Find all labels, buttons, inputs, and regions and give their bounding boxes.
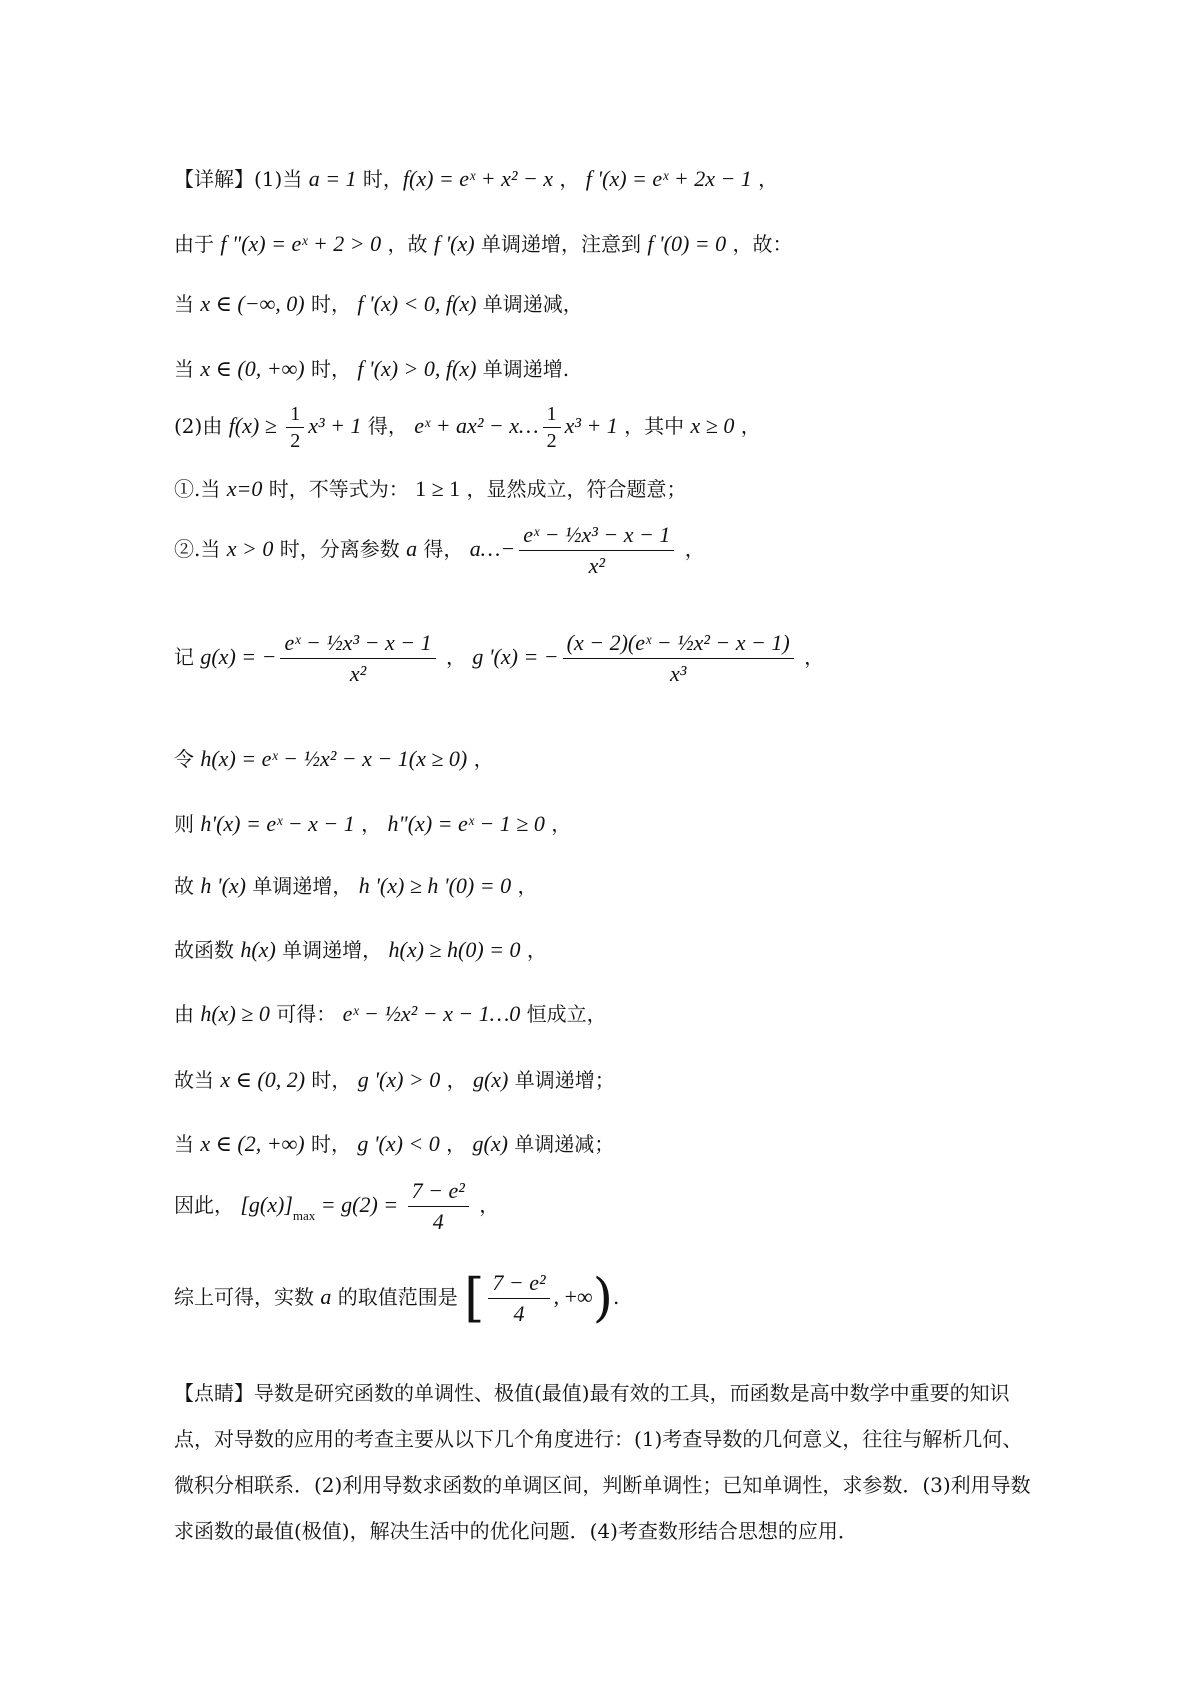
numerator: 7 − e² [408,1178,469,1207]
math: x ∈ (0, +∞) [200,356,305,381]
math: a [406,536,418,561]
solution-line-17 [174,1270,619,1327]
text: . [612,1285,620,1309]
math: x ≥ 0 [690,413,735,438]
math: f '(x) [433,231,475,256]
math: [g(x)] [240,1192,293,1217]
left-bracket: [ [464,1268,485,1329]
solution-line-10 [174,810,571,838]
denominator: x² [588,553,605,578]
math: g '(x) < 0 [357,1131,440,1156]
math: 1 ≥ 1 [415,476,461,501]
math: h"(x) = eˣ − 1 ≥ 0 [387,811,545,836]
math: x ∈ (0, 2) [220,1067,306,1092]
text: 时， [356,167,403,191]
fraction [408,1178,469,1235]
text: 当 [174,1132,201,1156]
solution-line-1 [174,165,778,193]
text: ， [472,1193,500,1217]
math: , +∞ [553,1284,593,1309]
solution-line-15 [174,1130,614,1158]
solution-line-9 [174,745,494,773]
math: eˣ + ax² − x… [414,413,539,438]
text: 时， [304,1132,358,1156]
math: x > 0 [226,536,274,561]
numerator: eˣ − ½x³ − x − 1 [519,522,674,551]
math: g(x) = − [200,644,277,669]
text: 时，不等式为： [262,477,416,501]
solution-line-4 [174,355,569,383]
math: g '(x) = − [472,644,559,669]
math: g '(x) > 0 [357,1067,441,1092]
math: x ∈ (2, +∞) [200,1131,305,1156]
fraction [286,403,304,452]
text: 由于 [174,232,221,256]
fraction [488,1270,549,1327]
math: f '(x) < 0, f(x) [357,291,477,316]
math: g(x) [472,1131,508,1156]
solution-line-5 [174,403,761,452]
text: 单调递增，注意到 [474,232,648,256]
text: 时，分离参数 [273,537,407,561]
solution-line-16 [174,1178,499,1235]
math: h(x) ≥ 0 [200,1001,270,1026]
math: h '(x) ≥ h '(0) = 0 [358,873,512,898]
text: 故当 [174,1068,221,1092]
math: f '(x) > 0, f(x) [357,356,477,381]
text: ， [544,812,572,836]
denominator: 4 [432,1209,444,1234]
text: ， [678,537,705,561]
text: 单调递减； [507,1132,615,1156]
text: 时， [304,357,358,381]
solution-line-6 [174,475,687,503]
math: eˣ − ½x² − x − 1…0 [342,1001,521,1026]
fraction [563,630,794,687]
math: a = 1 [308,166,357,191]
text: 可得： [269,1002,343,1026]
text: 当 [174,357,201,381]
text: ， [511,874,538,898]
denominator: x³ [670,661,687,686]
math: h(x) [240,937,276,962]
math: g(x) [472,1067,509,1092]
text: ， [439,1132,473,1156]
denominator: x² [349,661,367,686]
fraction [280,630,435,687]
text: 得， [417,537,470,561]
text: 得， [361,414,415,438]
math: h(x) ≥ h(0) = 0 [388,937,521,962]
text: ，故： [726,232,793,256]
right-paren: ) [592,1268,613,1329]
comment-paragraph: 【点睛】导数是研究函数的单调性、极值(最值)最有效的工具，而函数是高中数学中重要的知识点，对导数的应用的考查主要从以下几个角度进行：(1)考查导数的几何意义，往往与解析几何、微积分相联系．(2)利用导数求函数的单调区间，判断单调性；已知单调性，求参数．(3)利用导数求函数的最值(极值)，解决生活中的优化问题．(4)考查数形结合思想的应用． [174,1381,1031,1543]
math: a [320,1284,332,1309]
math: h '(x) [200,873,246,898]
text: 当 [174,292,201,316]
text: ， [797,645,825,669]
text: 单调递增. [476,357,570,381]
math: f '(x) = eˣ + 2x − 1 [585,166,752,191]
numerator: 1 [543,403,561,428]
text: 单调递增， [275,938,389,962]
text: 【详解】(1)当 [174,167,309,191]
text: ②.当 [174,537,227,561]
math: x ∈ (−∞, 0) [200,291,305,316]
math: a…− [469,536,516,561]
text: ， [354,812,388,836]
numerator: 1 [286,403,304,428]
solution-line-13 [174,1000,607,1028]
math: x=0 [226,476,263,501]
denominator: 2 [546,430,557,452]
denominator: 2 [290,430,301,452]
math: f '(0) = 0 [647,231,727,256]
numerator: (x − 2)(eˣ − ½x² − x − 1) [563,630,794,659]
text: 单调递减， [476,292,583,316]
denominator: 4 [513,1301,525,1326]
text: 故函数 [174,938,241,962]
text: 故 [174,874,201,898]
text: 令 [174,747,201,771]
text: ， [734,414,761,438]
math: f(x) ≥ [228,413,283,438]
numerator: eˣ − ½x³ − x − 1 [280,630,435,659]
text: ， [440,1068,473,1092]
fraction [543,403,561,452]
math: f "(x) = eˣ + 2 > 0 [220,231,382,256]
text: 单调递增， [245,874,359,898]
text: 时， [304,292,358,316]
solution-line-3 [174,290,583,318]
text: ，其中 [617,414,691,438]
math: x³ + 1 [308,413,362,438]
text: 的取值范围是 [331,1285,465,1309]
subscript: max [292,1208,316,1223]
numerator: 7 − e² [488,1270,549,1299]
math: x³ + 1 [564,413,618,438]
text: 记 [174,645,201,669]
math: h'(x) = eˣ − x − 1 [200,811,355,836]
text: 单调递增； [508,1068,615,1092]
text: 因此， [174,1193,241,1217]
text: ， [439,645,473,669]
text: ， [520,938,547,962]
math: = g(2) = [315,1192,404,1217]
text: 由 [174,1002,201,1026]
fraction [519,522,674,579]
text: 恒成立， [520,1002,607,1026]
text: 则 [174,812,201,836]
text: 综上可得，实数 [174,1285,321,1309]
text: (2)由 [174,414,229,438]
solution-line-11 [174,872,537,900]
text: ①.当 [174,477,227,501]
text: ， [553,167,586,191]
solution-line-7 [174,522,705,579]
math: f(x) = eˣ + x² − x [402,166,554,191]
solution-line-2 [174,230,793,258]
solution-line-14 [174,1066,615,1094]
text: 时， [305,1068,358,1092]
text: ，显然成立，符合题意； [460,477,687,501]
text: ， [751,167,779,191]
math: h(x) = eˣ − ½x² − x − 1(x ≥ 0) [200,746,468,771]
solution-line-8 [174,630,824,687]
solution-line-12 [174,936,547,964]
text: ， [467,747,494,771]
text: ，故 [381,232,434,256]
